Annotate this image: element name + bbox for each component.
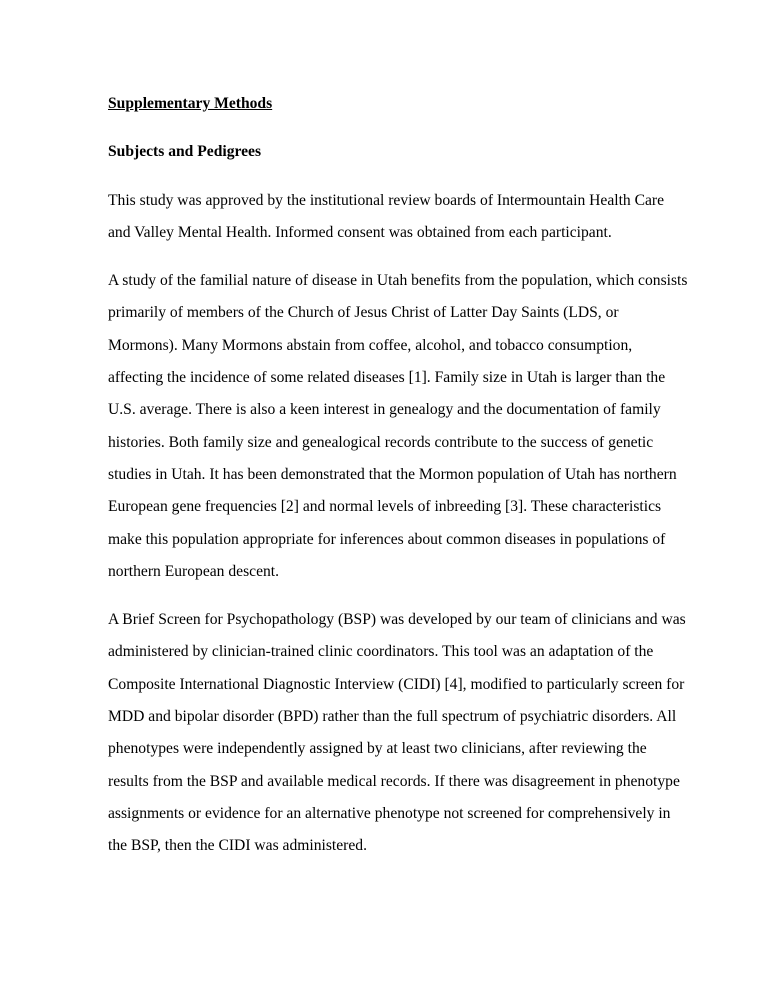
document-body	[108, 88, 688, 879]
paragraph-approval: This study was approved by the institutional review boards of Intermountain Health Care and Valley Mental Health. Informed consent was obtained from each participant.	[108, 191, 665, 241]
paragraph-population: A study of the familial nature of disease in Utah benefits from the population, which consists primarily of members of the Church of Jesus Christ of Latter Day Saints (LDS, or Mormons). Many Mormons abstain from coffee, alcohol, and tobacco consumption, affecting the incidence of some related diseases [1]. Family size in Utah is larger than the U.S. average. There is also a keen interest in genealogy and the documentation of family histories. Both family size and genealogical records contribute to the success of genetic studies in Utah. It has been demonstrated that the Mormon population of Utah has northern European gene frequencies [2] and normal levels of inbreeding [3]. These characteristics make this population appropriate for inferences about common diseases in populations of northern European descent.	[108, 272, 688, 580]
paragraph-screening: A Brief Screen for Psychopathology (BSP) was developed by our team of clinicians and was administered by clinician-trained clinic coordinators. This tool was an adaptation of the Composite International Diagnostic Interview (CIDI) [4], modified to particularly screen for MDD and bipolar disorder (BPD) rather than the full spectrum of psychiatric disorders. All phenotypes were independently assigned by at least two clinicians, after reviewing the results from the BSP and available medical records. If there was disagreement in phenotype assignments or evidence for an alternative phenotype not screened for comprehensively in the BSP, then the CIDI was administered.	[108, 611, 686, 855]
section-heading: Subjects and Pedigrees	[108, 143, 262, 161]
document-title: Supplementary Methods	[108, 95, 273, 112]
